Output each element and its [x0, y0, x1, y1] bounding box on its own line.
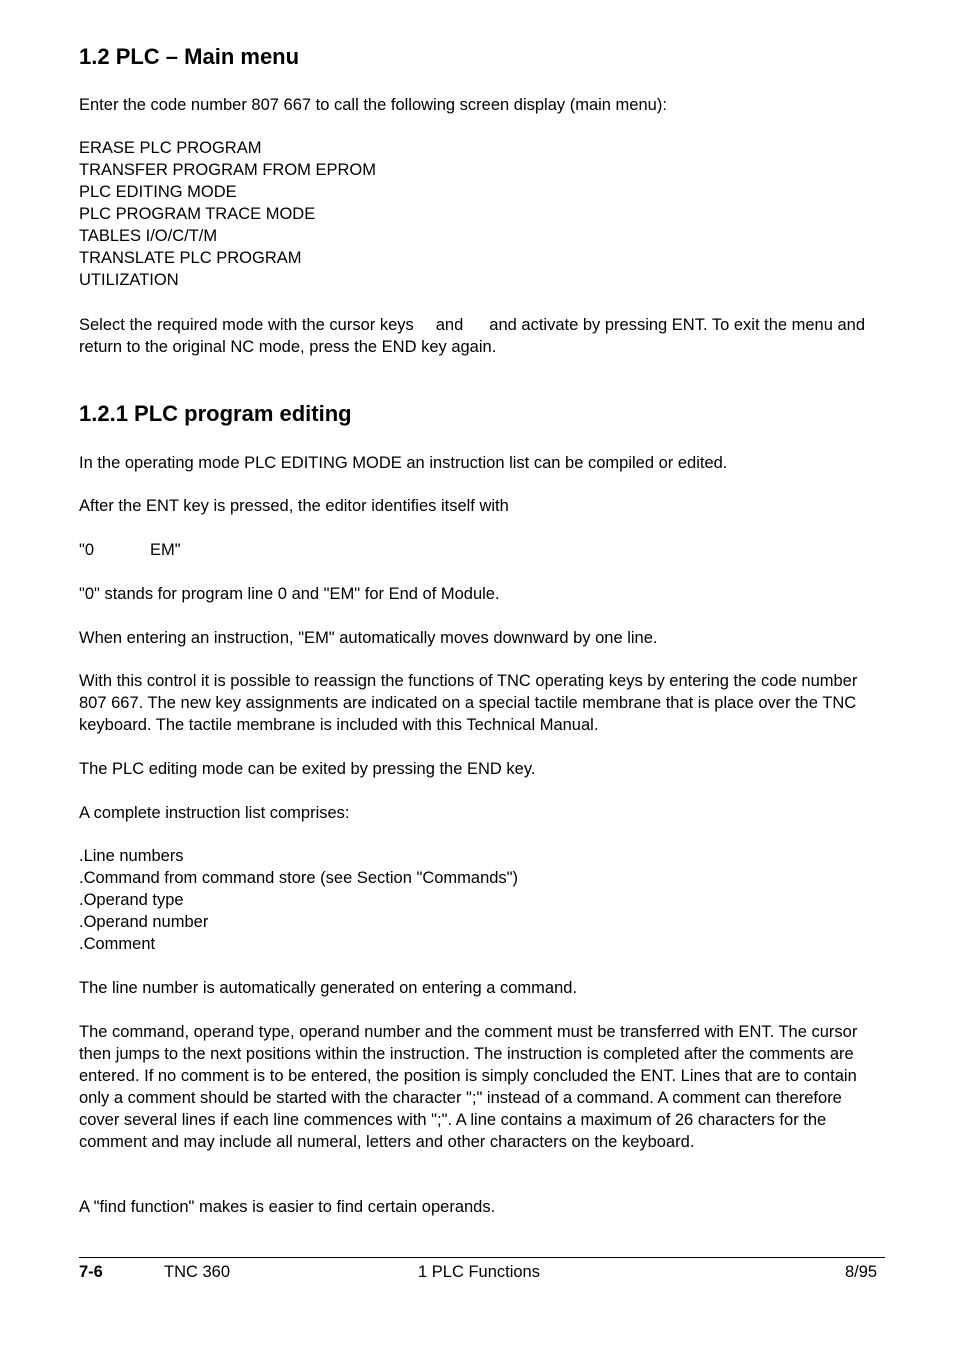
- editing-paragraph-3: "0" stands for program line 0 and "EM" for End of Module.: [79, 585, 500, 603]
- select-text-end: and activate by pressing ENT. To exit the menu and return to the original NC mode, press the END key again.: [79, 316, 866, 356]
- editing-paragraph-5: With this control it is possible to reassign the functions of TNC operating keys by entering the code number 807 667. The new key assignments are indicated on a special tactile membrane that is place over the TNC keyboard. The tactile membrane is included with this Technical Manual.: [79, 672, 858, 734]
- editing-paragraph-4: When entering an instruction, "EM" automatically moves downward by one line.: [79, 629, 658, 647]
- editing-paragraph-1: In the operating mode PLC EDITING MODE an instruction list can be compiled or edited.: [79, 454, 728, 472]
- footer-divider: [79, 1257, 885, 1258]
- list-item: .Comment: [79, 935, 156, 953]
- select-text-start: Select the required mode with the cursor keys: [79, 316, 414, 334]
- editing-paragraph-7: A complete instruction list comprises:: [79, 804, 350, 822]
- editing-paragraph-8: The line number is automatically generated on entering a command.: [79, 979, 578, 997]
- list-item: .Command from command store (see Section "Commands"): [79, 869, 519, 887]
- select-mode-paragraph: [79, 314, 885, 358]
- menu-item-trace: PLC PROGRAM TRACE MODE: [79, 205, 316, 223]
- display-line-number: "0: [79, 541, 95, 559]
- editing-paragraph-10: A "find function" makes is easier to find certain operands.: [79, 1198, 496, 1216]
- footer-page-number: 7-6: [79, 1263, 103, 1281]
- section-heading-main-menu: 1.2 PLC – Main menu: [79, 44, 300, 69]
- menu-item-editing: PLC EDITING MODE: [79, 183, 237, 201]
- list-item: .Operand type: [79, 891, 184, 909]
- list-item: .Line numbers: [79, 847, 184, 865]
- menu-item-tables: TABLES I/O/C/T/M: [79, 227, 218, 245]
- footer-chapter: 1 PLC Functions: [418, 1263, 540, 1281]
- editing-paragraph-9: The command, operand type, operand number and the comment must be transferred with ENT. The cursor then jumps to the next positions within the instruction. The instruction is completed after the comments are entered. If no comment is to be entered, the position is simply concluded the ENT. Lines that are to contain only a comment should be started with the character ";" instead of a command. A comment can therefore cover several lines if each line commences with ";". A line contains a maximum of 26 characters for the comment and may include all numeral, letters and other characters on the keyboard.: [79, 1023, 858, 1151]
- display-end-module: EM": [150, 541, 181, 559]
- footer-model: TNC 360: [164, 1263, 231, 1281]
- editing-paragraph-2: After the ENT key is pressed, the editor identifies itself with: [79, 497, 509, 515]
- menu-item-translate: TRANSLATE PLC PROGRAM: [79, 249, 302, 267]
- editor-display-line: [79, 539, 885, 561]
- section-heading-editing: 1.2.1 PLC program editing: [79, 401, 352, 426]
- main-menu-list: [79, 137, 376, 291]
- main-menu-intro: Enter the code number 807 667 to call the following screen display (main menu):: [79, 96, 667, 114]
- instruction-components-list: [79, 845, 518, 955]
- menu-item-erase: ERASE PLC PROGRAM: [79, 139, 262, 157]
- list-item: .Operand number: [79, 913, 209, 931]
- menu-item-transfer: TRANSFER PROGRAM FROM EPROM: [79, 161, 377, 179]
- footer-date: 8/95: [845, 1263, 878, 1281]
- menu-item-utilization: UTILIZATION: [79, 271, 179, 289]
- select-text-and: and: [435, 316, 464, 334]
- editing-paragraph-6: The PLC editing mode can be exited by pressing the END key.: [79, 760, 536, 778]
